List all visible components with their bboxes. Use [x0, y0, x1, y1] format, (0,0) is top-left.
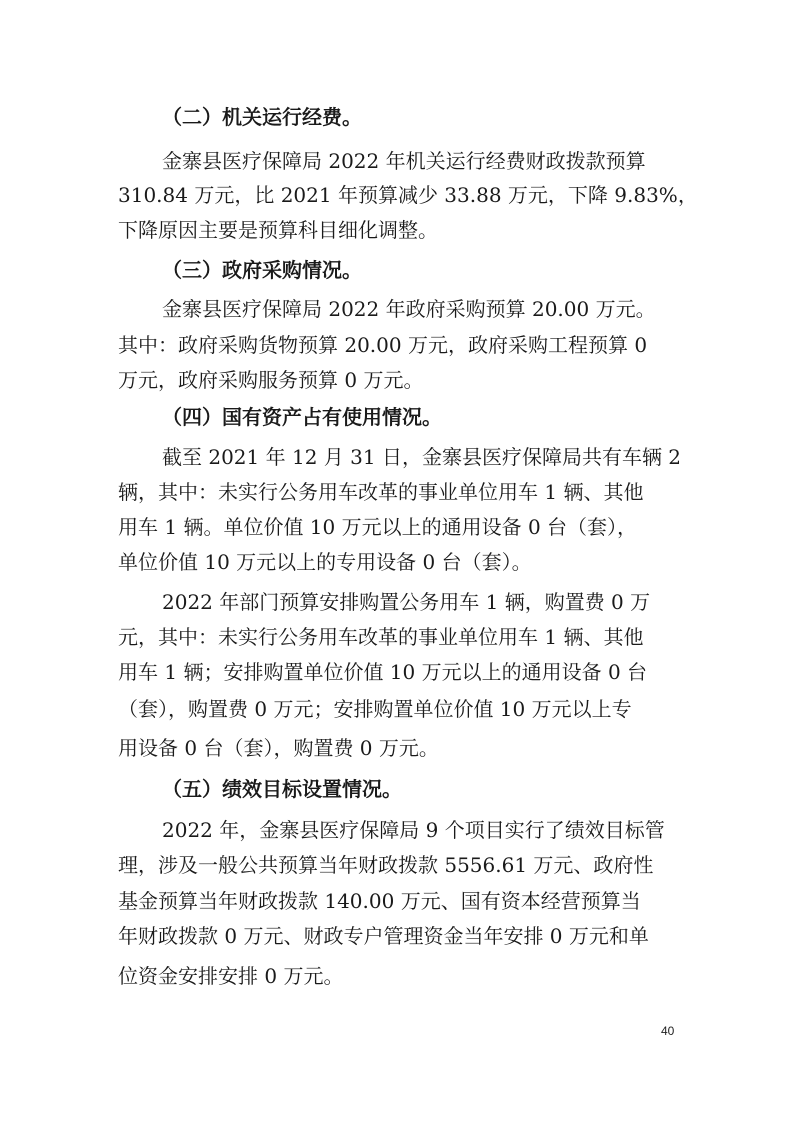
section-heading-2: （二）机关运行经费。 — [162, 105, 362, 129]
paragraph-line: 基金预算当年财政拨款 140.00 万元、国有资本经营预算当 — [118, 889, 641, 913]
paragraph-line: 310.84 万元，比 2021 年预算减少 33.88 万元，下降 9.83%， — [118, 183, 698, 207]
paragraph-line: 用设备 0 台（套），购置费 0 万元。 — [118, 736, 439, 760]
paragraph-line: 元，其中：未实行公务用车改革的事业单位用车 1 辆、其他 — [118, 625, 644, 649]
page-number: 40 — [661, 1024, 675, 1038]
paragraph-line: 金寨县医疗保障局 2022 年政府采购预算 20.00 万元。 — [162, 297, 656, 321]
paragraph-line: 2022 年，金寨县医疗保障局 9 个项目实行了绩效目标管 — [162, 818, 665, 842]
paragraph-line: 年财政拨款 0 万元、财政专户管理资金当年安排 0 万元和单 — [118, 924, 649, 948]
paragraph-line: 辆，其中：未实行公务用车改革的事业单位用车 1 辆、其他 — [118, 480, 644, 504]
paragraph-line: （套），购置费 0 万元；安排购置单位价值 10 万元以上专 — [118, 697, 632, 721]
paragraph-line: 万元，政府采购服务预算 0 万元。 — [118, 368, 424, 392]
paragraph-line: 金寨县医疗保障局 2022 年机关运行经费财政拨款预算 — [162, 149, 646, 173]
paragraph-line: 用车 1 辆；安排购置单位价值 10 万元以上的通用设备 0 台 — [118, 660, 648, 684]
paragraph-line: 理，涉及一般公共预算当年财政拨款 5556.61 万元、政府性 — [118, 853, 654, 877]
section-heading-5: （五）绩效目标设置情况。 — [162, 777, 402, 801]
paragraph-line: 单位价值 10 万元以上的专用设备 0 台（套）。 — [118, 550, 532, 574]
paragraph-line: 其中：政府采购货物预算 20.00 万元，政府采购工程预算 0 — [118, 333, 648, 357]
section-heading-3: （三）政府采购情况。 — [162, 258, 362, 282]
paragraph-line: 截至 2021 年 12 月 31 日，金寨县医疗保障局共有车辆 2 — [162, 445, 682, 469]
paragraph-line: 用车 1 辆。单位价值 10 万元以上的通用设备 0 台（套）， — [118, 515, 638, 539]
paragraph-line: 2022 年部门预算安排购置公务用车 1 辆，购置费 0 万 — [162, 590, 651, 614]
paragraph-line: 位资金安排安排 0 万元。 — [118, 964, 344, 988]
paragraph-line: 下降原因主要是预算科目细化调整。 — [118, 218, 438, 242]
section-heading-4: （四）国有资产占有使用情况。 — [162, 405, 442, 429]
